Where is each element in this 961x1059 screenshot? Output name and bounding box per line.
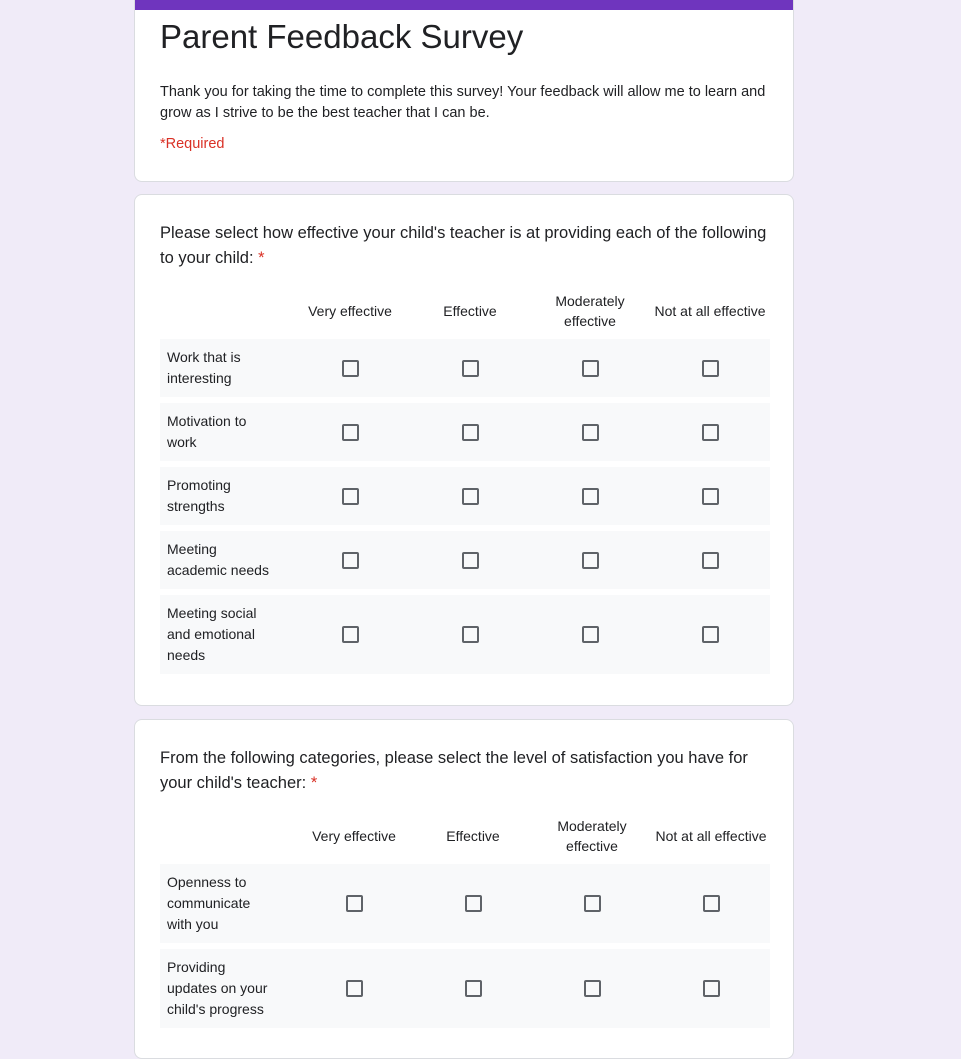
checkbox[interactable] (346, 895, 363, 912)
grid-header (160, 289, 770, 333)
question-card-satisfaction (134, 719, 794, 1059)
column-header: Moderately effective (557, 818, 627, 854)
grid-row (160, 339, 770, 397)
checkbox[interactable] (582, 626, 599, 643)
column-header: Moderately effective (555, 293, 625, 329)
checkbox[interactable] (703, 980, 720, 997)
checkbox-grid (160, 814, 770, 1028)
column-header: Effective (443, 303, 497, 319)
checkbox-grid (160, 289, 770, 674)
row-label: Meeting social and emotional needs (167, 605, 257, 663)
row-label: Promoting strengths (167, 477, 231, 514)
column-header: Not at all effective (654, 303, 766, 319)
checkbox[interactable] (702, 424, 719, 441)
checkbox[interactable] (584, 895, 601, 912)
checkbox[interactable] (342, 424, 359, 441)
form-description: Thank you for taking the time to complete this survey! Your feedback will allow me to learn and grow as I strive to be the best teacher that I can be. (160, 84, 766, 121)
checkbox[interactable] (346, 980, 363, 997)
question-title (160, 221, 775, 271)
checkbox[interactable] (462, 626, 479, 643)
checkbox[interactable] (702, 552, 719, 569)
grid-row (160, 595, 770, 674)
row-label: Work that is interesting (167, 349, 241, 386)
checkbox[interactable] (582, 360, 599, 377)
checkbox[interactable] (702, 626, 719, 643)
grid-row (160, 531, 770, 589)
checkbox[interactable] (462, 488, 479, 505)
grid-row (160, 467, 770, 525)
checkbox[interactable] (462, 424, 479, 441)
accent-bar (135, 0, 793, 10)
row-label: Meeting academic needs (167, 541, 269, 578)
checkbox[interactable] (342, 360, 359, 377)
row-label: Openness to communicate with you (167, 874, 251, 932)
question-card-effectiveness (134, 194, 794, 706)
checkbox[interactable] (462, 360, 479, 377)
checkbox[interactable] (342, 552, 359, 569)
row-label: Motivation to work (167, 413, 247, 450)
question-text: From the following categories, please select the level of satisfaction you have for your child's teacher: (160, 749, 748, 792)
checkbox[interactable] (342, 626, 359, 643)
form-title: Parent Feedback Survey (160, 18, 524, 55)
checkbox[interactable] (582, 552, 599, 569)
checkbox[interactable] (702, 360, 719, 377)
column-header: Very effective (312, 828, 396, 844)
checkbox[interactable] (465, 895, 482, 912)
row-label: Providing updates on your child's progress (167, 959, 268, 1017)
checkbox[interactable] (584, 980, 601, 997)
form-header-card (134, 0, 794, 182)
checkbox[interactable] (702, 488, 719, 505)
grid-header (160, 814, 770, 858)
question-title (160, 746, 775, 796)
column-header: Very effective (308, 303, 392, 319)
grid-row (160, 949, 770, 1028)
checkbox[interactable] (465, 980, 482, 997)
column-header: Effective (446, 828, 500, 844)
required-note: *Required (160, 136, 225, 152)
required-asterisk: * (310, 774, 318, 792)
checkbox[interactable] (342, 488, 359, 505)
checkbox[interactable] (582, 488, 599, 505)
checkbox[interactable] (462, 552, 479, 569)
checkbox[interactable] (703, 895, 720, 912)
question-text: Please select how effective your child's teacher is at providing each of the following to your child: (160, 224, 767, 267)
checkbox[interactable] (582, 424, 599, 441)
grid-row (160, 864, 770, 943)
required-asterisk: * (258, 249, 265, 267)
grid-row (160, 403, 770, 461)
column-header: Not at all effective (655, 828, 767, 844)
